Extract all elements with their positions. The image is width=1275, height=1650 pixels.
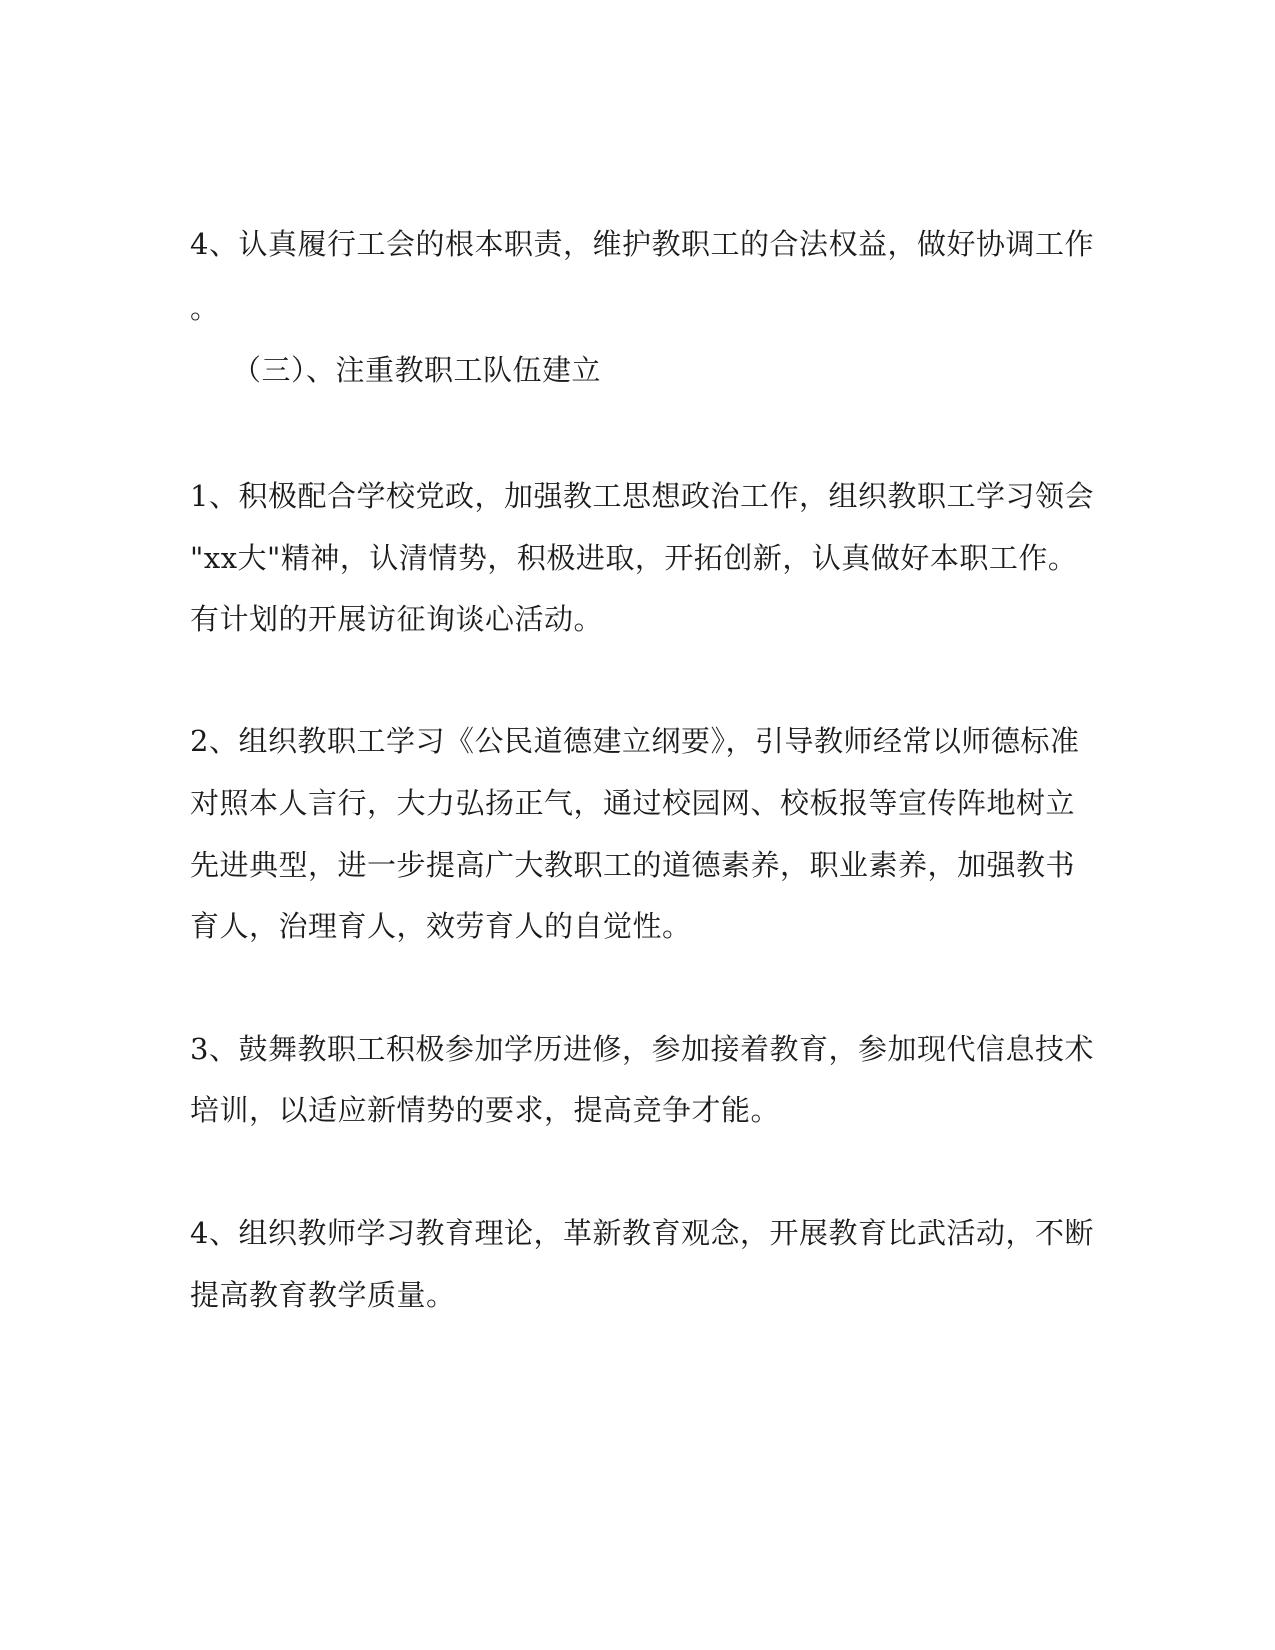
paragraph-line: 2、组织教职工学习《公民道德建立纲要》，引导教师经常以师德标准 <box>190 724 1080 758</box>
paragraph-line: 先进典型，进一步提高广大教职工的道德素养，职业素养，加强教书 <box>190 848 1076 882</box>
paragraph-line: 提高教育教学质量。 <box>190 1278 456 1312</box>
paragraph-line: 。 <box>190 291 220 325</box>
paragraph-line: 1、积极配合学校党政，加强教工思想政治工作，组织教职工学习领会 <box>190 479 1094 513</box>
paragraph-line: 3、鼓舞教职工积极参加学历进修，参加接着教育，参加现代信息技术 <box>190 1032 1094 1066</box>
paragraph-line: 有计划的开展访征询谈心活动。 <box>190 602 604 636</box>
paragraph-line: 培训，以适应新情势的要求，提高竞争才能。 <box>190 1093 781 1127</box>
section-heading: （三）、注重教职工队伍建立 <box>232 353 602 387</box>
paragraph-line: 育人，治理育人，效劳育人的自觉性。 <box>190 909 692 943</box>
paragraph-line: 4、组织教师学习教育理论，革新教育观念，开展教育比武活动，不断 <box>190 1216 1094 1250</box>
paragraph-line: 对照本人言行，大力弘扬正气，通过校园网、校板报等宣传阵地树立 <box>190 786 1076 820</box>
paragraph-line: 4、认真履行工会的根本职责，维护教职工的合法权益，做好协调工作 <box>190 227 1094 261</box>
paragraph-line: "xx大"精神，认清情势，积极进取，开拓创新，认真做好本职工作。 <box>190 541 1078 575</box>
